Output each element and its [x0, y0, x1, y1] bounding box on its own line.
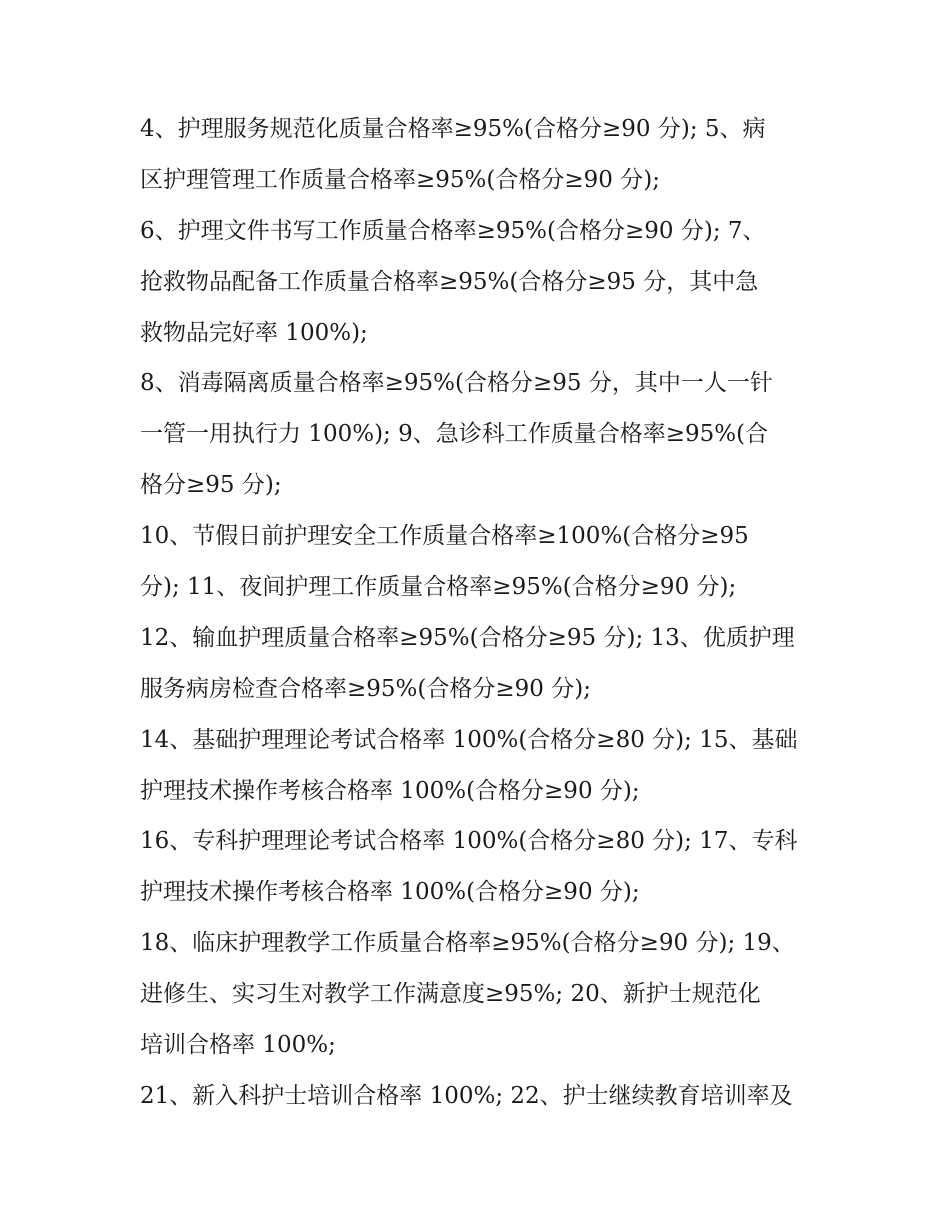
text-line: 区护理管理工作质量合格率≥95%(合格分≥90 分);: [140, 166, 660, 193]
text-line: 12、输血护理质量合格率≥95%(合格分≥95 分); 13、优质护理: [140, 624, 795, 651]
text-line: 16、专科护理理论考试合格率 100%(合格分≥80 分); 17、专科: [140, 828, 798, 855]
text-line: 一管一用执行力 100%); 9、急诊科工作质量合格率≥95%(合: [140, 421, 769, 448]
text-line: 救物品完好率 100%);: [140, 319, 368, 346]
text-line: 格分≥95 分);: [140, 472, 282, 499]
text-line: 8、消毒隔离质量合格率≥95%(合格分≥95 分，其中一人一针: [140, 370, 773, 397]
text-line: 服务病房检查合格率≥95%(合格分≥90 分);: [140, 675, 591, 702]
text-line: 18、临床护理教学工作质量合格率≥95%(合格分≥90 分); 19、: [140, 930, 795, 957]
text-line: 进修生、实习生对教学工作满意度≥95%; 20、新护士规范化: [140, 981, 761, 1008]
text-line: 21、新入科护士培训合格率 100%; 22、护士继续教育培训率及: [140, 1082, 793, 1109]
text-line: 抢救物品配备工作质量合格率≥95%(合格分≥95 分，其中急: [140, 268, 759, 295]
text-line: 护理技术操作考核合格率 100%(合格分≥90 分);: [140, 879, 640, 906]
text-line: 分); 11、夜间护理工作质量合格率≥95%(合格分≥90 分);: [140, 574, 737, 601]
body-text: [140, 104, 820, 1122]
text-line: 10、节假日前护理安全工作质量合格率≥100%(合格分≥95: [140, 523, 749, 550]
text-line: 4、护理服务规范化质量合格率≥95%(合格分≥90 分); 5、病: [140, 116, 766, 142]
text-line: 护理技术操作考核合格率 100%(合格分≥90 分);: [140, 777, 640, 804]
text-line: 14、基础护理理论考试合格率 100%(合格分≥80 分); 15、基础: [140, 726, 798, 753]
text-line: 培训合格率 100%;: [140, 1032, 336, 1059]
text-line: 6、护理文件书写工作质量合格率≥95%(合格分≥90 分); 7、: [140, 217, 766, 244]
